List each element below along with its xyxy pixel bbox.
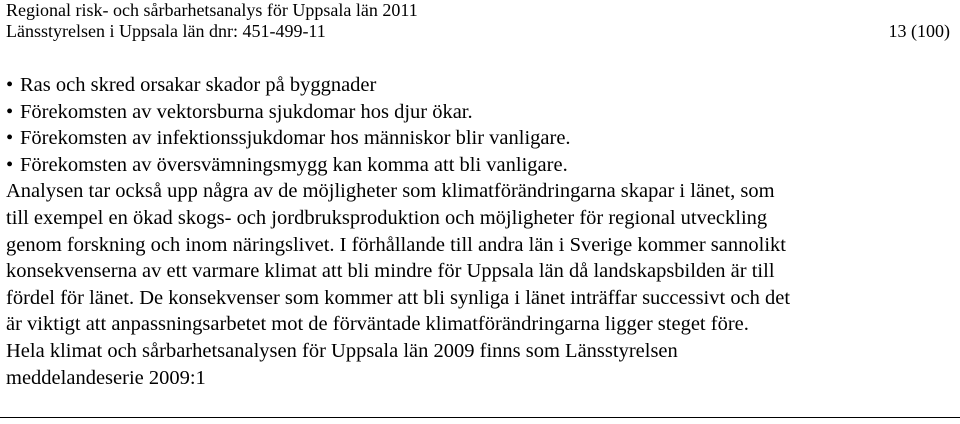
list-item [6,125,956,152]
list-item-text: Förekomsten av vektorsburna sjukdomar hos djur ökar. [20,100,473,123]
paragraph-line: meddelandeserie 2009:1 [6,366,206,389]
list-item-text: Förekomsten av översvämningsmygg kan komma att bli vanligare. [20,153,568,176]
paragraph-line: genom forskning och inom näringslivet. I förhållande till andra län i Sverige kommer sannolikt [6,233,786,256]
paragraph-line: är viktigt att anpassningsarbetet mot de förväntade klimatförändringarna ligger steget före. [6,313,749,336]
document-body [6,72,956,391]
paragraph-line: till exempel en ökad skogs- och jordbruksproduktion och möjligheter för regional utveckling [6,206,768,229]
page-header [6,0,956,42]
bullet-icon: • [6,100,14,123]
document-dnr: Länsstyrelsen i Uppsala län dnr: 451-499-11 [6,21,326,41]
list-item [6,152,956,179]
list-item [6,99,956,126]
paragraph-line: Hela klimat och sårbarhetsanalysen för Uppsala län 2009 finns som Länsstyrelsen [6,339,678,362]
header-meta-row [6,21,956,42]
bullet-icon: • [6,74,14,96]
bullet-icon: • [6,153,14,176]
closing-paragraph [6,338,956,391]
list-item-text: Ras och skred orsakar skador på byggnader [20,74,377,96]
page-divider [0,417,960,418]
analysis-paragraph [6,178,956,338]
paragraph-line: fördel för länet. De konsekvenser som kommer att bli synliga i länet inträffar successivt och det [6,286,791,309]
list-item [6,72,956,99]
bullet-list [6,72,956,178]
paragraph-line: konsekvenserna av ett varmare klimat att bli mindre för Uppsala län då landskapsbilden är till [6,260,775,283]
report-title: Regional risk- och sårbarhetsanalys för Uppsala län 2011 [6,0,418,20]
list-item-text: Förekomsten av infektionssjukdomar hos människor blir vanligare. [20,127,571,150]
page-number: 13 (100) [888,21,950,41]
bullet-icon: • [6,127,14,150]
paragraph-line: Analysen tar också upp några av de möjligheter som klimatförändringarna skapar i länet, som [6,180,775,203]
